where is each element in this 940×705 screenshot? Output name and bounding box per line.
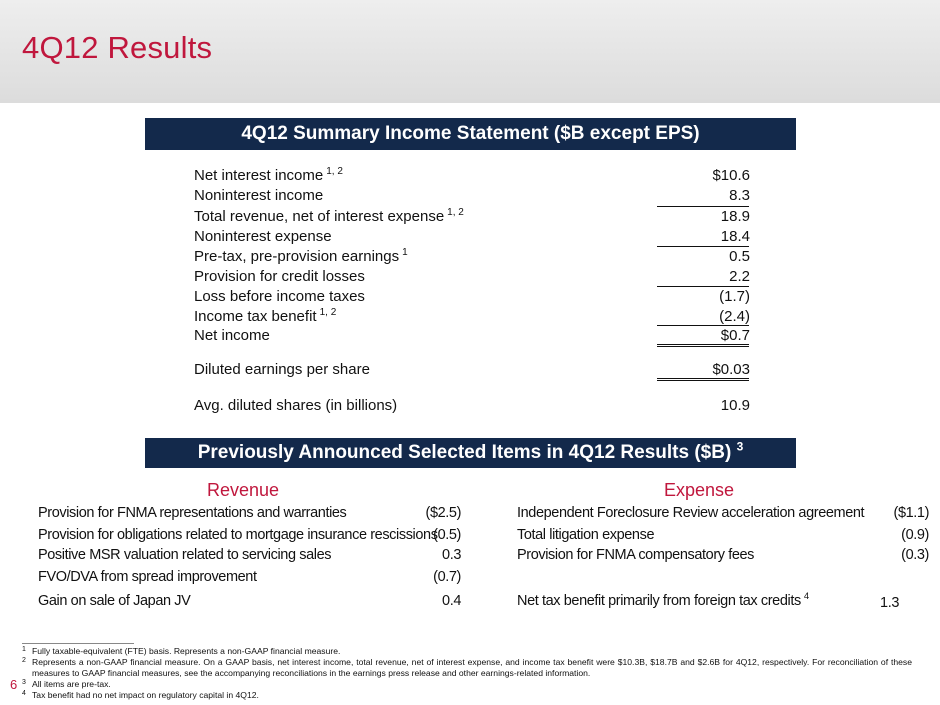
expense-item-sup: 4 bbox=[803, 591, 809, 603]
footnote-number: 4 bbox=[22, 690, 26, 697]
income-row-label: Net income bbox=[194, 327, 270, 344]
expense-item bbox=[517, 525, 929, 545]
footnote bbox=[22, 690, 912, 701]
revenue-item-label: Provision for obligations related to mortgage insurance rescissions bbox=[38, 527, 438, 543]
revenue-item-value: 0.4 bbox=[442, 593, 461, 609]
footnote bbox=[22, 657, 912, 679]
income-row-value: $0.03 bbox=[712, 361, 750, 378]
income-row-value: (2.4) bbox=[719, 308, 750, 325]
income-row-label: Noninterest expense bbox=[194, 228, 332, 245]
selected-items-banner-text: Previously Announced Selected Items in 4Q12 Results ($B) bbox=[197, 442, 732, 463]
revenue-item-value: ($2.5) bbox=[425, 505, 461, 521]
income-row-label: Noninterest income bbox=[194, 187, 324, 204]
income-row-label: Net interest income bbox=[194, 167, 324, 184]
income-row-sup: 1, 2 bbox=[447, 207, 464, 218]
income-row-label: Total revenue, net of interest expense bbox=[194, 208, 445, 225]
income-row-value: $10.6 bbox=[712, 167, 750, 184]
total-double-rule bbox=[657, 378, 749, 381]
expense-heading: Expense bbox=[664, 480, 735, 500]
income-row-value: 18.4 bbox=[720, 228, 750, 245]
expense-item bbox=[517, 503, 929, 523]
footnote-number: 3 bbox=[22, 679, 26, 686]
footnotes bbox=[22, 646, 912, 701]
footnote-text: Tax benefit had no net impact on regulatory capital in 4Q12. bbox=[32, 690, 259, 700]
expense-item-label: Independent Foreclosure Review acceleration agreement bbox=[517, 505, 865, 521]
income-row-provision-credit-losses bbox=[194, 267, 750, 287]
revenue-heading: Revenue bbox=[207, 480, 280, 500]
income-row-noninterest-income bbox=[194, 186, 750, 206]
revenue-item bbox=[38, 503, 461, 523]
income-row-value: 0.5 bbox=[729, 248, 750, 265]
footnote bbox=[22, 679, 912, 690]
revenue-item-value: (0.7) bbox=[433, 569, 461, 585]
income-row-sup: 1 bbox=[402, 247, 408, 258]
income-statement-banner-text: 4Q12 Summary Income Statement ($B except EPS) bbox=[241, 123, 700, 144]
expense-item-label: Net tax benefit primarily from foreign tax credits bbox=[517, 593, 801, 609]
expense-item-label: Total litigation expense bbox=[517, 527, 655, 543]
revenue-item-value: 0.3 bbox=[442, 547, 461, 563]
footnote-text: All items are pre-tax. bbox=[32, 679, 111, 689]
income-row-label: Loss before income taxes bbox=[194, 288, 365, 305]
page-number: 6 bbox=[10, 677, 18, 692]
income-row-value: 18.9 bbox=[720, 208, 750, 225]
income-row-net-income bbox=[194, 326, 750, 346]
expense-item bbox=[517, 545, 929, 565]
selected-items-banner-sup: 3 bbox=[736, 439, 744, 454]
footnote-divider bbox=[22, 643, 134, 644]
income-row-label: Provision for credit losses bbox=[194, 268, 365, 285]
revenue-item bbox=[38, 545, 461, 565]
footnote-text: Represents a non-GAAP financial measure. On a GAAP basis, net interest income, total revenue, net of interest expense, and income tax benefit were $10.3B, $18.7B and $2.6B for 4Q12, respectively. For reconciliation of these measures to GAAP financial measures, see the accompanying reconciliations in the earnings press release and other earnings-related information. bbox=[32, 657, 912, 678]
footnote bbox=[22, 646, 912, 657]
income-row-avg-diluted-shares bbox=[194, 396, 750, 416]
total-double-rule bbox=[657, 344, 749, 347]
income-row-label: Pre-tax, pre-provision earnings bbox=[194, 248, 400, 265]
revenue-item-label: Gain on sale of Japan JV bbox=[38, 593, 191, 609]
expense-item-value: 1.3 bbox=[880, 595, 899, 611]
income-row-net-interest-income bbox=[194, 166, 750, 186]
income-row-sup: 1, 2 bbox=[319, 307, 337, 318]
income-statement-banner bbox=[145, 118, 796, 150]
expense-item-value: (0.3) bbox=[901, 547, 929, 563]
footnote-text: Fully taxable-equivalent (FTE) basis. Represents a non-GAAP financial measure. bbox=[32, 646, 341, 656]
income-row-sup: 1, 2 bbox=[326, 166, 343, 177]
expense-item-value: (0.9) bbox=[901, 527, 929, 543]
selected-items-banner bbox=[145, 438, 796, 468]
income-row-loss-before-taxes bbox=[194, 287, 750, 307]
income-row-label: Diluted earnings per share bbox=[194, 361, 370, 378]
footnote-number: 1 bbox=[22, 646, 26, 653]
expense-item bbox=[517, 591, 929, 611]
income-row-total-revenue bbox=[194, 207, 750, 227]
income-row-value: 10.9 bbox=[720, 397, 750, 414]
revenue-item bbox=[38, 567, 461, 587]
income-row-pre-tax-pre-provision bbox=[194, 247, 750, 267]
income-row-value: $0.7 bbox=[720, 327, 750, 344]
expense-item-value: ($1.1) bbox=[893, 505, 929, 521]
income-row-income-tax-benefit bbox=[194, 307, 750, 327]
revenue-item bbox=[38, 525, 461, 545]
income-row-label: Avg. diluted shares (in billions) bbox=[194, 397, 398, 414]
footnote-number: 2 bbox=[22, 657, 26, 664]
income-row-noninterest-expense bbox=[194, 227, 750, 247]
income-row-value: 8.3 bbox=[729, 187, 750, 204]
revenue-item-label: Provision for FNMA representations and warranties bbox=[38, 505, 347, 521]
slide-title: 4Q12 Results bbox=[22, 30, 213, 65]
revenue-item-value: (0.5) bbox=[433, 527, 461, 543]
revenue-item-label: FVO/DVA from spread improvement bbox=[38, 569, 257, 585]
revenue-item-label: Positive MSR valuation related to servicing sales bbox=[38, 547, 332, 563]
income-row-diluted-eps bbox=[194, 360, 750, 380]
income-row-label: Income tax benefit bbox=[194, 308, 317, 325]
revenue-item bbox=[38, 591, 461, 611]
income-row-value: 2.2 bbox=[729, 268, 750, 285]
expense-item-label: Provision for FNMA compensatory fees bbox=[517, 547, 755, 563]
income-row-value: (1.7) bbox=[719, 288, 750, 305]
